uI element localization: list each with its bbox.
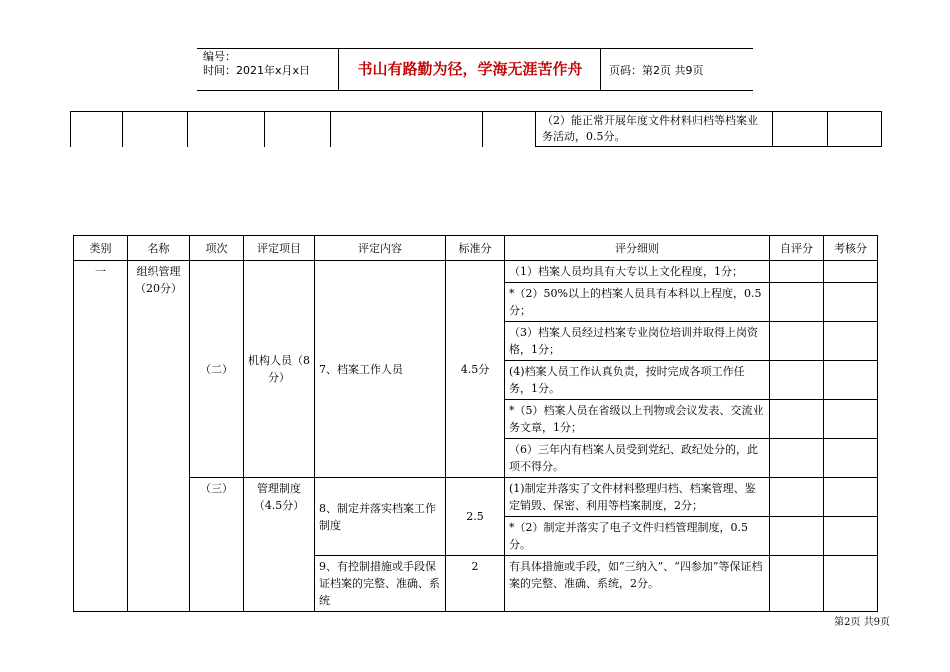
col-header-review-score: 考核分 <box>824 236 878 261</box>
col-header-name: 名称 <box>128 236 190 261</box>
score-cell: 2 <box>446 556 505 612</box>
col-header-category: 类别 <box>74 236 128 261</box>
review-score-cell[interactable] <box>824 517 878 556</box>
self-score-cell[interactable] <box>770 517 824 556</box>
index-cell: （三） <box>190 478 244 612</box>
item-cell: 机构人员（8分） <box>244 261 315 478</box>
evaluation-table <box>73 235 878 612</box>
fragment-col-line <box>881 111 882 147</box>
category-cell: 一 <box>74 261 128 612</box>
fragment-col-line <box>330 111 331 147</box>
header-divider-right <box>600 48 601 90</box>
self-score-cell[interactable] <box>770 322 824 361</box>
self-score-cell[interactable] <box>770 361 824 400</box>
fragment-col-line <box>264 111 265 147</box>
review-score-cell[interactable] <box>824 400 878 439</box>
page-footer: 第2页 共9页 <box>834 617 890 628</box>
detail-cell: 有具体措施或手段，如“三纳入”、“四参加”等保证档案的完整、准确、系统，2分。 <box>505 556 770 612</box>
content-cell: 9、有控制措施或手段保证档案的完整、准确、系统 <box>315 556 446 612</box>
self-score-cell[interactable] <box>770 439 824 478</box>
table-row <box>74 478 878 517</box>
fragment-col-line <box>122 111 123 147</box>
table-fragment <box>70 111 882 147</box>
detail-cell: （3）档案人员经过档案专业岗位培训并取得上岗资格，1分； <box>505 322 770 361</box>
detail-cell: （6）三年内有档案人员受到党纪、政纪处分的，此项不得分。 <box>505 439 770 478</box>
header-bottom-rule <box>197 90 753 91</box>
header-number: 编号： <box>203 50 236 63</box>
header-divider-left <box>338 48 339 90</box>
review-score-cell[interactable] <box>824 261 878 283</box>
detail-cell: (1)制定并落实了文件材料整理归档、档案管理、鉴定销毁、保密、利用等档案制度，2分； <box>505 478 770 517</box>
header-page: 页码：第2页 共9页 <box>609 64 704 77</box>
self-score-cell[interactable] <box>770 283 824 322</box>
detail-cell: （1）档案人员均具有大专以上文化程度，1分； <box>505 261 770 283</box>
content-cell: 8、制定并落实档案工作制度 <box>315 478 446 556</box>
fragment-col-line <box>187 111 188 147</box>
col-header-item: 评定项目 <box>244 236 315 261</box>
review-score-cell[interactable] <box>824 283 878 322</box>
col-header-details: 评分细则 <box>505 236 770 261</box>
item-cell: 管理制度（4.5分） <box>244 478 315 612</box>
self-score-cell[interactable] <box>770 261 824 283</box>
header-top-rule <box>197 48 753 49</box>
fragment-col-line <box>535 111 536 147</box>
review-score-cell[interactable] <box>824 556 878 612</box>
detail-cell: *（2）制定并落实了电子文件归档管理制度，0.5分。 <box>505 517 770 556</box>
header-motto: 书山有路勤为径，学海无涯苦作舟 <box>357 60 583 78</box>
table-row <box>74 261 878 283</box>
header-time: 时间：2021年x月x日 <box>203 64 311 77</box>
col-header-self-score: 自评分 <box>770 236 824 261</box>
detail-cell: *（5）档案人员在省级以上刊物或会议发表、交流业务文章，1分； <box>505 400 770 439</box>
col-header-score: 标准分 <box>446 236 505 261</box>
review-score-cell[interactable] <box>824 361 878 400</box>
content-cell: 7、档案工作人员 <box>315 261 446 478</box>
fragment-bottom-border <box>535 146 882 147</box>
fragment-col-line <box>482 111 483 147</box>
review-score-cell[interactable] <box>824 478 878 517</box>
self-score-cell[interactable] <box>770 478 824 517</box>
col-header-content: 评定内容 <box>315 236 446 261</box>
name-cell: 组织管理（20分） <box>128 261 190 612</box>
review-score-cell[interactable] <box>824 322 878 361</box>
fragment-col-line <box>772 111 773 147</box>
self-score-cell[interactable] <box>770 556 824 612</box>
score-cell: 4.5分 <box>446 261 505 478</box>
self-score-cell[interactable] <box>770 400 824 439</box>
table-header-row <box>74 236 878 261</box>
fragment-col-line <box>70 111 71 147</box>
fragment-detail-text: （2）能正常开展年度文件材料归档等档案业务活动，0.5分。 <box>542 114 758 143</box>
score-cell: 2.5 <box>446 478 505 556</box>
fragment-col-line <box>827 111 828 147</box>
detail-cell: *（2）50%以上的档案人员具有本科以上程度，0.5分； <box>505 283 770 322</box>
col-header-index: 项次 <box>190 236 244 261</box>
detail-cell: (4)档案人员工作认真负责，按时完成各项工作任务，1分。 <box>505 361 770 400</box>
index-cell: （二） <box>190 261 244 478</box>
review-score-cell[interactable] <box>824 439 878 478</box>
fragment-top-border <box>70 111 882 112</box>
